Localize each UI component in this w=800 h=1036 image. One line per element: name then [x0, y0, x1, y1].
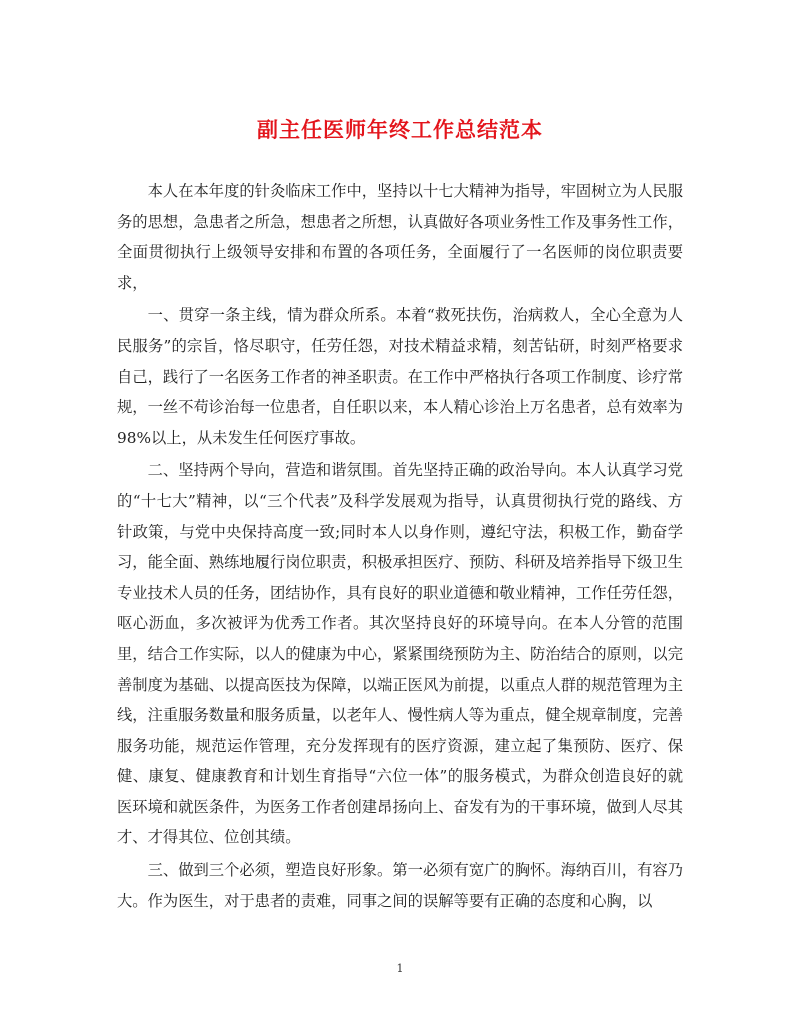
paragraph-section-2: 二、坚持两个导向，营造和谐氛围。首先坚持正确的政治导向。本人认真学习党的“十七大”精神，以“三个代表”及科学发展观为指导，认真贯彻执行党的路线、方针政策，与党中央保持高度一致;同时本人以身作则，遵纪守法，积极工作，勤奋学习，能全面、熟练地履行岗位职责，积极承担医疗、预防、科研及培养指导下级卫生专业技术人员的任务，团结协作，具有良好的职业道德和敬业精神，工作任劳任怨，呕心沥血，多次被评为优秀工作者。其次坚持良好的环境导向。在本人分管的范围里，结合工作实际，以人的健康为中心，紧紧围绕预防为主、防治结合的原则，以完善制度为基础、以提高医技为保障，以端正医风为前提，以重点人群的规范管理为主线，注重服务数量和服务质量，以老年人、慢性病人等为重点，健全规章制度，完善服务功能，规范运作管理，充分发挥现有的医疗资源，建立起了集预防、医疗、保健、康复、健康教育和计划生育指导“六位一体”的服务模式，为群众创造良好的就医环境和就医条件，为医务工作者创建昂扬向上、奋发有为的干事环境，做到人尽其才、才得其位、位创其绩。: [117, 461, 683, 847]
paragraph-section-1: 一、贯穿一条主线，情为群众所系。本着“救死扶伤，治病救人，全心全意为人民服务”的宗旨，恪尽职守，任劳任怨，对技术精益求精，刻苦钻研，时刻严格要求自己，践行了一名医务工作者的神圣职责。在工作中严格执行各项工作制度、诊疗常规，一丝不苟诊治每一位患者，自任职以来，本人精心诊治上万名患者，总有效率为98%以上，从未发生任何医疗事故。: [117, 306, 683, 447]
document-body: [117, 176, 683, 916]
document-title: 副主任医师年终工作总结范本: [257, 117, 543, 142]
paragraph-intro: 本人在本年度的针灸临床工作中，坚持以十七大精神为指导，牢固树立为人民服务的思想，急患者之所急，想患者之所想，认真做好各项业务性工作及事务性工作，全面贯彻执行上级领导安排和布置的各项任务，全面履行了一名医师的岗位职责要求，: [117, 182, 683, 292]
page-number: 1: [396, 962, 404, 975]
paragraph-section-3: 三、做到三个必须，塑造良好形象。第一必须有宽广的胸怀。海纳百川，有容乃大。作为医生，对于患者的责难，同事之间的误解等要有正确的态度和心胸，以: [117, 861, 683, 910]
